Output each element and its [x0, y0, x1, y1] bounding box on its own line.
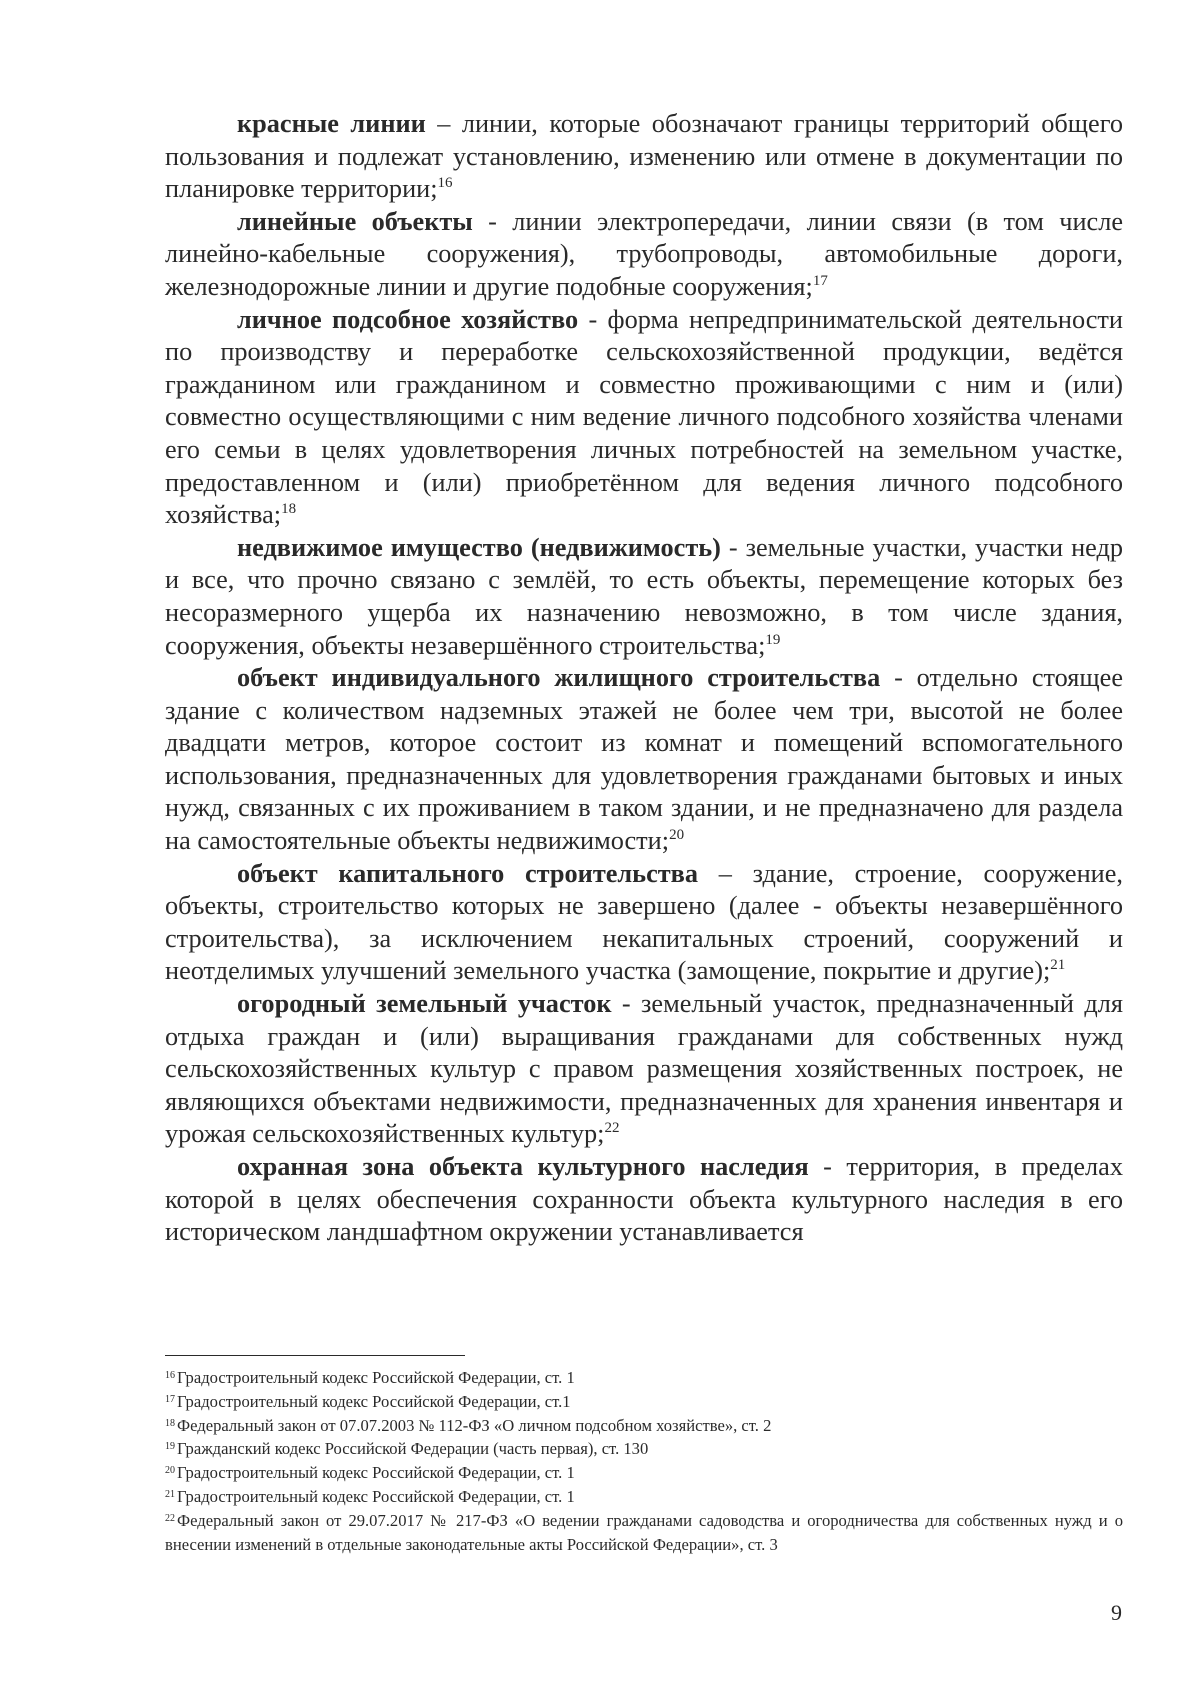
footnote-ref: 21 [1050, 957, 1066, 974]
footnote-text: Федеральный закон от 29.07.2017 № 217-ФЗ «О ведении гражданами садоводства и огородничества для собственных нужд и о внесении изменений в отдельные законодательные акты Российской Федерации», ст. 3 [165, 1510, 1123, 1554]
footnote-ref: 22 [604, 1120, 620, 1137]
footnote [165, 1485, 1123, 1509]
definition-term: объект капитального строительства [237, 858, 699, 888]
definition-text: - линии электропередачи, линии связи (в том числе линейно-кабельные сооружения), трубопроводы, автомобильные дороги, железнодорожные линии и другие подобные сооружения; [165, 206, 1123, 301]
footnote [165, 1366, 1123, 1390]
definition-capital-construction [165, 858, 1123, 988]
definition-text: - территория, в пределах которой в целях обеспечения сохранности объекта культурного наследия в его историческом ландшафтном окружении устанавливается [165, 1152, 1123, 1247]
footnote [165, 1414, 1123, 1438]
definition-text: - земельный участок, предназначенный для отдыха граждан и (или) выращивания гражданами для собственных нужд сельскохозяйственных культур с правом размещения хозяйственных построек, не являющихся объектами недвижимости, предназначенных для хранения инвентаря и урожая сельскохозяйственных культур; [165, 989, 1123, 1149]
definition-text: – здание, строение, сооружение, объекты, строительство которых не завершено (далее - объекты незавершённого строительства), за исключением некапитальных строений, сооружений и неотделимых улучшений земельного участка (замощение, покрытие и другие); [165, 858, 1123, 986]
footnote-text: Градостроительный кодекс Российской Федерации, ст.1 [177, 1391, 571, 1411]
definition-term: объект индивидуального жилищного строительства [237, 663, 881, 693]
footnote-text: Градостроительный кодекс Российской Федерации, ст. 1 [177, 1368, 575, 1387]
footnote-ref: 16 [437, 175, 453, 192]
page-number: 9 [1111, 1600, 1122, 1625]
footnote-number: 17 [165, 1393, 175, 1405]
footnote [165, 1509, 1123, 1557]
footnote-number: 18 [165, 1417, 175, 1429]
definition-garden-plot [165, 988, 1123, 1151]
footnote-separator [165, 1355, 465, 1356]
definition-personal-farm [165, 304, 1123, 532]
footnote [165, 1390, 1123, 1414]
footnotes [165, 1366, 1123, 1556]
definition-term: огородный земельный участок [237, 989, 612, 1019]
definition-linear-objects [165, 206, 1123, 304]
definition-term: линейные объекты [237, 206, 473, 236]
definition-text: - форма непредпринимательской деятельности по производству и переработке сельскохозяйственной продукции, ведётся гражданином или гражданином и совместно проживающими с ним и (или) совместно осуществляющими с ним ведение личного подсобного хозяйства членами его семьи в целях удовлетворения личных потребностей на земельном участке, предоставленном и (или) приобретённом для ведения личного подсобного хозяйства; [165, 304, 1123, 530]
footnote-number: 21 [165, 1488, 175, 1500]
footnote-ref: 20 [669, 827, 685, 844]
footnote [165, 1437, 1123, 1461]
definition-text: – линии, которые обозначают границы территорий общего пользования и подлежат установлению, изменению или отмене в документации по планировке территории; [165, 109, 1123, 204]
footnote-number: 22 [165, 1512, 175, 1524]
definition-term: красные линии [237, 109, 426, 138]
footnote-text: Градостроительный кодекс Российской Федерации, ст. 1 [177, 1486, 575, 1506]
definition-individual-housing [165, 662, 1123, 858]
definition-text: - земельные участки, участки недр и все, что прочно связано с землёй, то есть объекты, перемещение которых без несоразмерного ущерба их назначению невозможно, в том числе здания, сооружения, объекты незавершённого строительства; [165, 532, 1123, 660]
footnote-number: 19 [165, 1441, 175, 1453]
footnote-ref: 19 [765, 631, 781, 648]
footnote-text: Федеральный закон от 07.07.2003 № 112-ФЗ «О личном подсобном хозяйстве», ст. 2 [177, 1415, 772, 1435]
footnote-ref: 18 [281, 501, 297, 518]
footnote [165, 1461, 1123, 1485]
definition-text: - отдельно стоящее здание с количеством надземных этажей не более чем три, высотой не более двадцати метров, которое состоит из комнат и помещений вспомогательного использования, предназначенных для удовлетворения гражданами бытовых и иных нужд, связанных с их проживанием в таком здании, и не предназначено для раздела на самостоятельные объекты недвижимости; [165, 663, 1123, 856]
footnote-text: Градостроительный кодекс Российской Федерации, ст. 1 [177, 1463, 575, 1483]
definition-real-estate [165, 532, 1123, 662]
definition-term: недвижимое имущество (недвижимость) [237, 532, 721, 562]
footnote-number: 20 [165, 1465, 175, 1477]
document-body [165, 108, 1123, 1249]
footnote-text: Гражданский кодекс Российской Федерации (часть первая), ст. 130 [177, 1439, 649, 1459]
definition-heritage-zone [165, 1151, 1123, 1249]
definition-term: личное подсобное хозяйство [237, 304, 579, 334]
definition-red-lines [165, 108, 1123, 206]
definition-term: охранная зона объекта культурного наследия [237, 1152, 809, 1181]
footnote-number: 16 [165, 1370, 175, 1381]
footnote-ref: 17 [812, 272, 828, 289]
